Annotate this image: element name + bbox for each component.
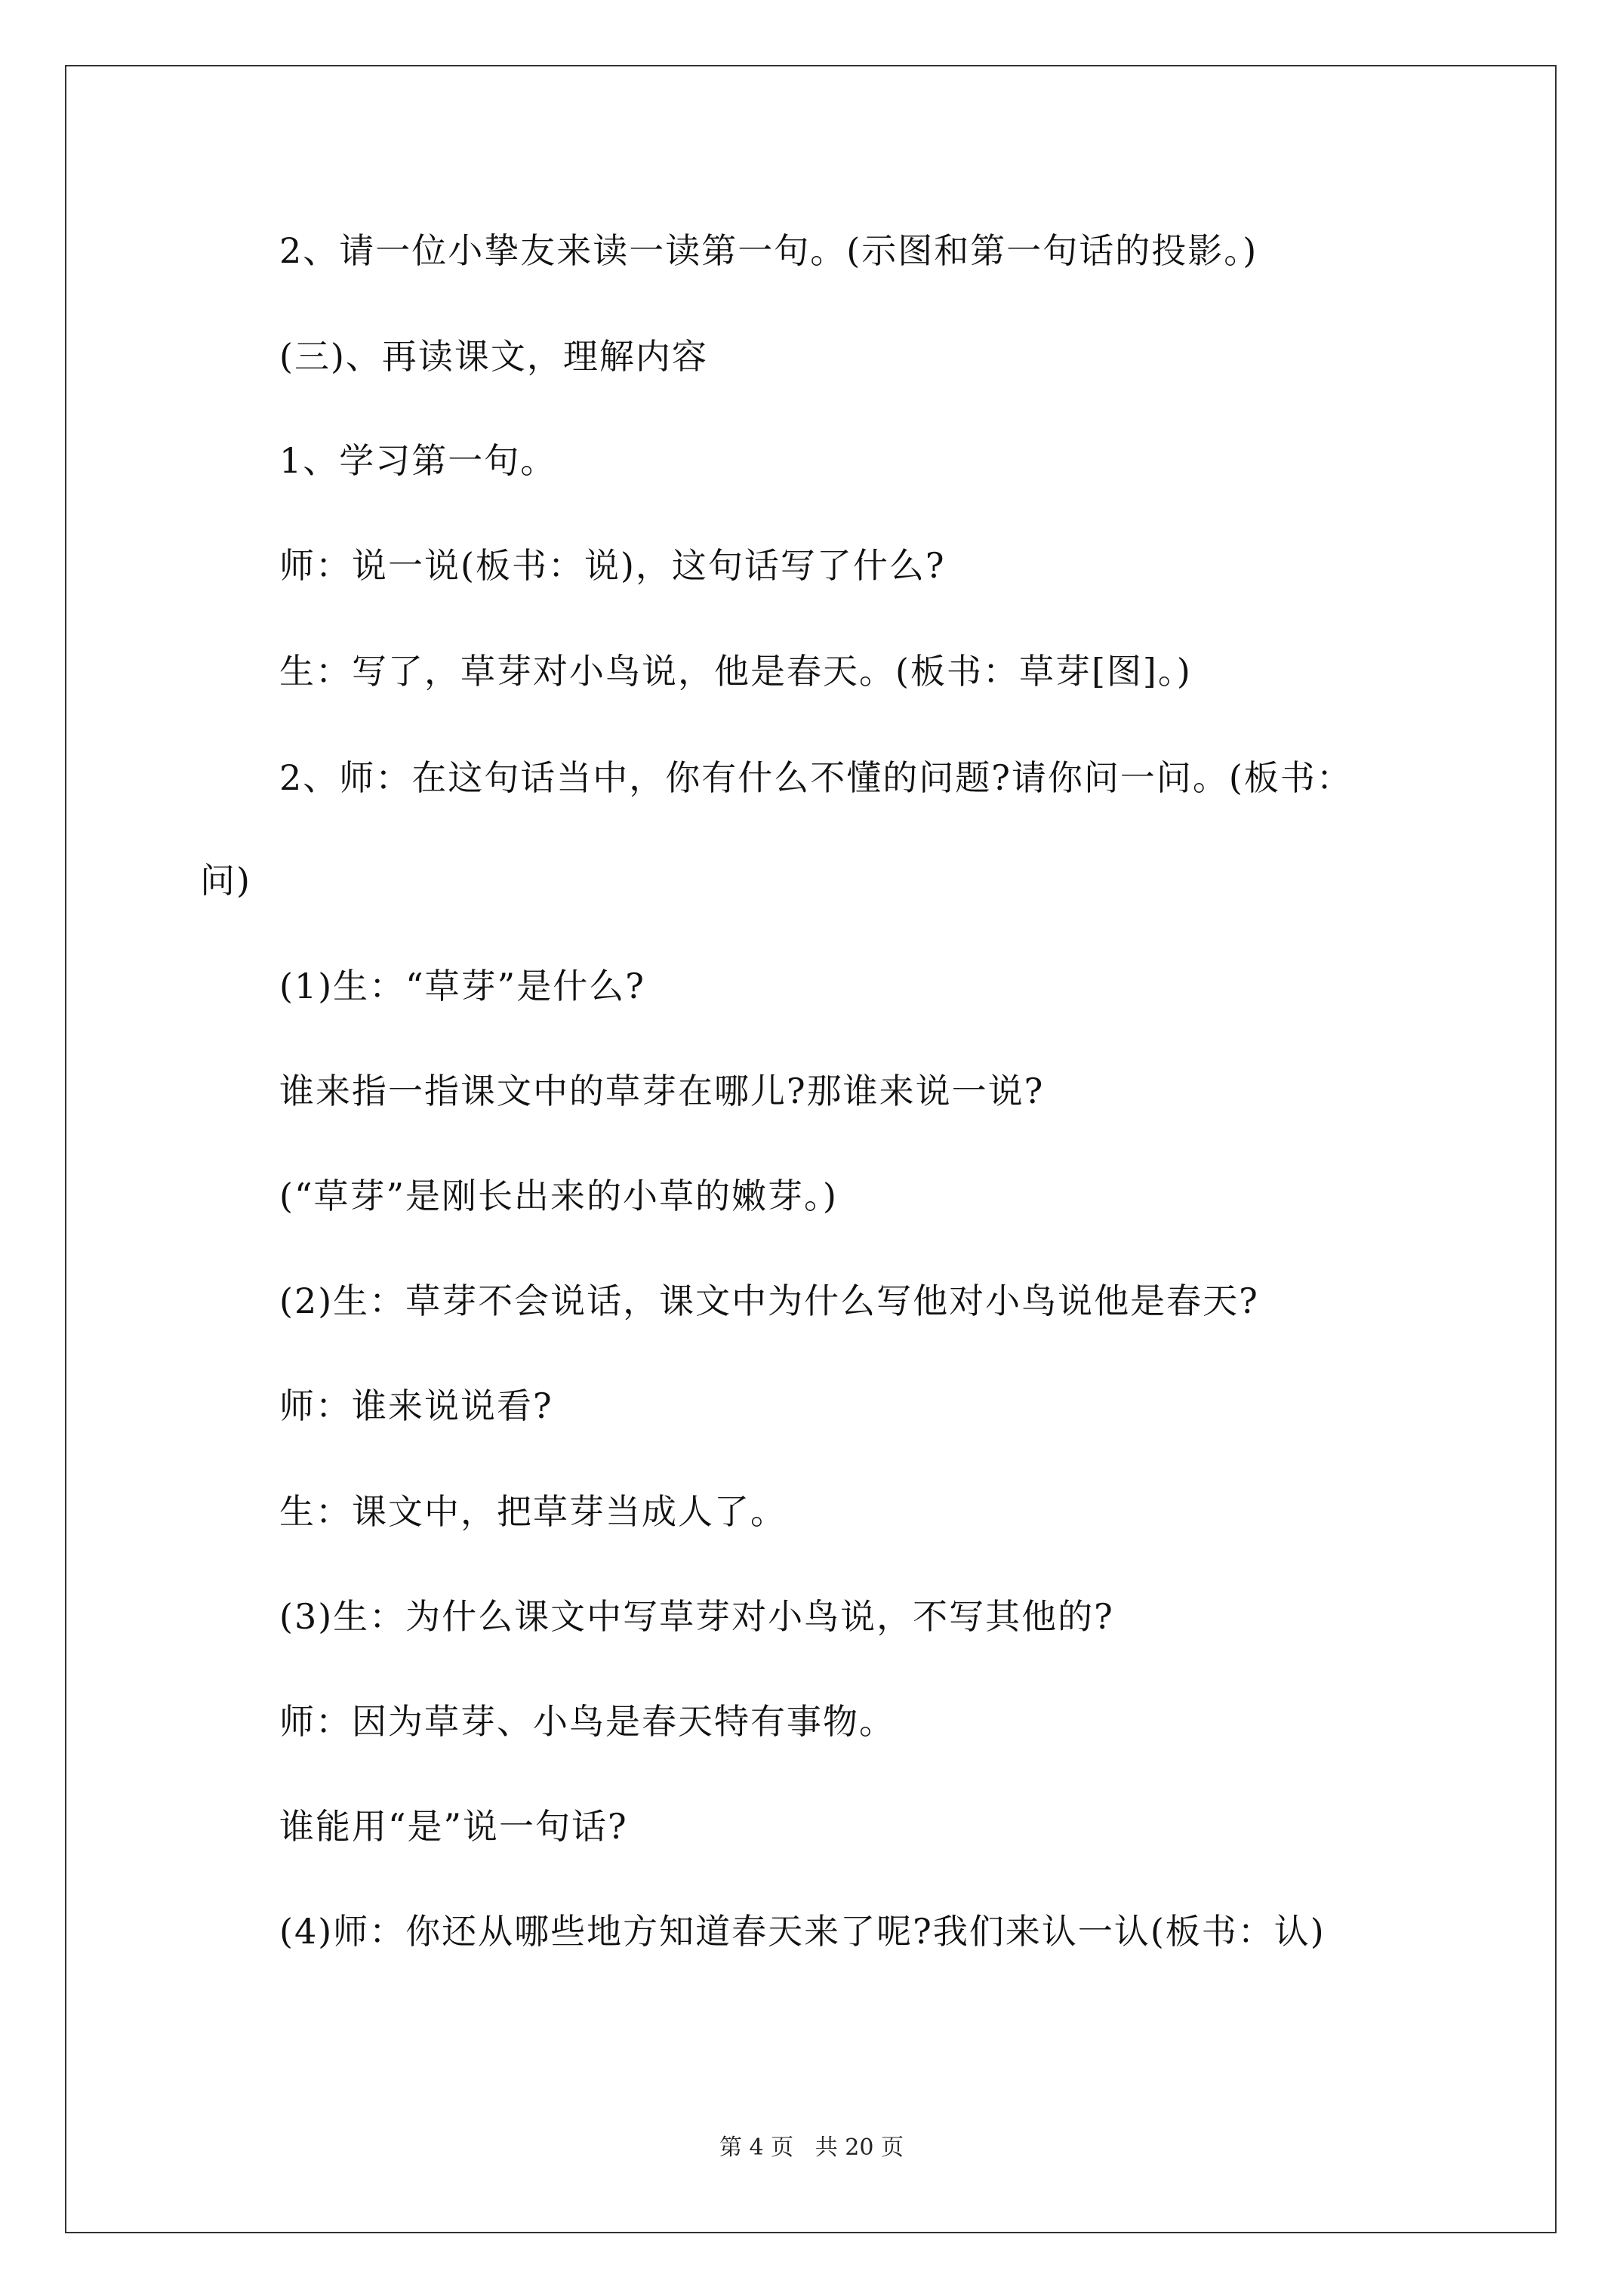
text-line-15: 师：因为草芽、小鸟是春天特有事物。	[279, 1701, 895, 1742]
text-line-4: 师：说一说(板书：说)，这句话写了什么?	[279, 545, 946, 586]
text-line-12: 师：谁来说说看?	[279, 1385, 553, 1426]
text-line-13: 生：课文中，把草芽当成人了。	[279, 1491, 787, 1532]
text-line-5: 生：写了，草芽对小鸟说，他是春天。(板书：草芽[图]。)	[279, 651, 1192, 692]
text-line-2: (三)、再读课文，理解内容	[279, 336, 708, 377]
text-line-16: 谁能用“是”说一句话?	[279, 1806, 628, 1847]
text-line-14: (3)生：为什么课文中写草芽对小鸟说，不写其他的?	[279, 1596, 1114, 1637]
text-line-17: (4)师：你还从哪些地方知道春天来了呢?我们来认一认(板书：认)	[279, 1911, 1326, 1952]
text-line-8: (1)生：“草芽”是什么?	[279, 966, 645, 1006]
text-line-6: 2、师：在这句话当中，你有什么不懂的问题?请你问一问。(板书：	[279, 757, 1353, 798]
text-line-10: (“草芽”是刚长出来的小草的嫩芽。)	[279, 1176, 838, 1216]
text-line-9: 谁来指一指课文中的草芽在哪儿?那谁来说一说?	[279, 1071, 1045, 1111]
text-line-11: (2)生：草芽不会说话，课文中为什么写他对小鸟说他是春天?	[279, 1281, 1259, 1321]
text-line-7: 问)	[200, 860, 251, 901]
text-line-1: 2、请一位小挚友来读一读第一句。(示图和第一句话的投影。)	[279, 230, 1258, 271]
text-line-3: 1、学习第一句。	[279, 440, 557, 481]
page-footer: 第 4 页 共 20 页	[719, 2134, 904, 2161]
